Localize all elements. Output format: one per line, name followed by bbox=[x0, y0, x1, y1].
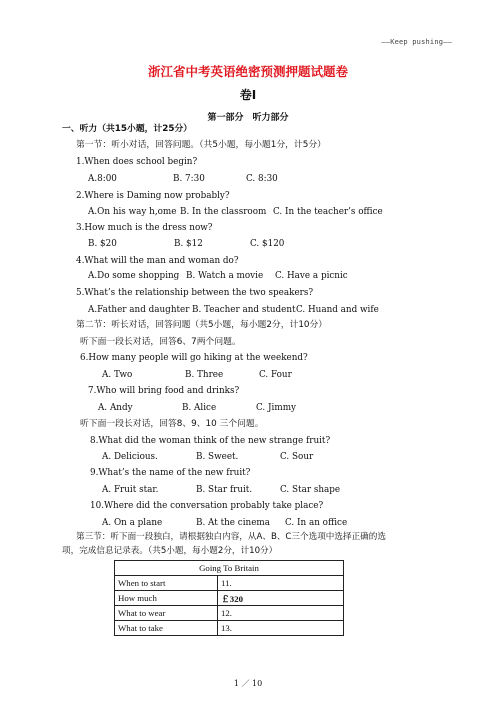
q8-option-c: C. Sour bbox=[280, 452, 314, 462]
question-8: 8.What did the woman think of the new strange fruit? bbox=[90, 436, 331, 446]
subsection-3-instructions-line1: 第三节：听下面一段独白，请根据独白内容，从A、B、C三个选项中选择正确的选 bbox=[76, 532, 386, 542]
q5-option-c: C. Huand and wife bbox=[296, 305, 379, 315]
q4-option-b: B. Watch a movie bbox=[186, 271, 264, 281]
table-cell-value: 13. bbox=[218, 621, 344, 636]
q3-option-b: B. $12 bbox=[174, 239, 203, 249]
question-9: 9.What’s the name of the new fruit? bbox=[90, 468, 251, 478]
q2-option-a: A.On his way h,ome bbox=[88, 207, 177, 217]
subsection-1-instructions: 第一节：听小对话，回答问题。（共5小题，每小题1分，计5分） bbox=[76, 140, 326, 150]
q4-option-c: C. Have a picnic bbox=[275, 271, 348, 281]
subsection-3-instructions-line2: 项，完成信息记录表。（共5小题，每小题2分，计10分） bbox=[62, 546, 278, 556]
q10-option-a: A. On a plane bbox=[102, 518, 163, 528]
table-row bbox=[115, 591, 344, 606]
q6-option-c: C. Four bbox=[259, 370, 292, 380]
subsection-2-intro-a: 听下面一段长对话，回答6、7两个问题。 bbox=[80, 337, 241, 347]
q9-option-c: C. Star shape bbox=[280, 485, 341, 495]
info-record-table bbox=[114, 560, 344, 636]
q1-option-a: A.8:00 bbox=[88, 174, 117, 184]
page-title: 浙江省中考英语绝密预测押题试题卷 bbox=[147, 64, 348, 79]
table-cell-value: 12. bbox=[218, 606, 344, 621]
table-cell-value: 11. bbox=[218, 576, 344, 591]
q8-option-b: B. Sweet. bbox=[196, 452, 239, 462]
q4-option-a: A.Do some shopping bbox=[88, 271, 180, 281]
question-10: 10.Where did the conversation probably take place? bbox=[90, 501, 324, 511]
table-heading: Going To Britain bbox=[115, 561, 344, 576]
table-cell-label: How much bbox=[115, 591, 218, 606]
table-row bbox=[115, 621, 344, 636]
q5-option-a: A.Father and daughter bbox=[88, 305, 190, 315]
section-title: 一、听力（共15小题，计25分） bbox=[62, 124, 193, 134]
table-row bbox=[115, 576, 344, 591]
q2-option-b: B. In the classroom bbox=[180, 207, 267, 217]
part-heading: 第一部分 听力部分 bbox=[207, 113, 289, 123]
question-6: 6.How many people will go hiking at the weekend? bbox=[80, 353, 308, 363]
subsection-2-intro-b: 听下面一段长对话，回答8、9、10 三个问题。 bbox=[80, 419, 264, 429]
table-cell-label: What to take bbox=[115, 621, 218, 636]
q3-option-c: C. $120 bbox=[250, 239, 285, 249]
table-cell-label: What to wear bbox=[115, 606, 218, 621]
table-cell-value: ￡320 bbox=[218, 591, 344, 606]
page-number: 1 ／ 10 bbox=[233, 679, 263, 688]
question-1: 1.When does school begin? bbox=[76, 157, 198, 167]
question-5: 5.What’s the relationship between the two speakers? bbox=[76, 288, 314, 298]
q10-option-b: B. At the cinema bbox=[196, 518, 270, 528]
q6-option-a: A. Two bbox=[102, 370, 133, 380]
volume-label: 卷I bbox=[239, 88, 257, 102]
table-heading-row bbox=[115, 561, 344, 576]
page-header-motto: ——Keep pushing—— bbox=[381, 38, 452, 46]
q2-option-c: C. In the teacher’s office bbox=[273, 207, 383, 217]
q1-option-b: B. 7:30 bbox=[173, 174, 205, 184]
q1-option-c: C. 8:30 bbox=[246, 174, 278, 184]
q9-option-b: B. Star fruit. bbox=[196, 485, 253, 495]
table-row bbox=[115, 606, 344, 621]
q9-option-a: A. Fruit star. bbox=[102, 485, 159, 495]
question-4: 4.What will the man and woman do? bbox=[76, 256, 239, 266]
subsection-2-instructions: 第二节：听长对话，回答问题（共5小题，每小题2分，计10分） bbox=[76, 320, 328, 330]
q6-option-b: B. Three bbox=[185, 370, 224, 380]
q7-option-b: B. Alice bbox=[182, 403, 217, 413]
question-2: 2.Where is Daming now probably? bbox=[76, 191, 230, 201]
q10-option-c: C. In an office bbox=[285, 518, 348, 528]
question-3: 3.How much is the dress now? bbox=[76, 223, 213, 233]
q7-option-c: C. Jimmy bbox=[256, 403, 297, 413]
table-cell-label: When to start bbox=[115, 576, 218, 591]
question-7: 7.Who will bring food and drinks? bbox=[88, 386, 240, 396]
q3-option-a: B. $20 bbox=[88, 239, 117, 249]
q7-option-a: A. Andy bbox=[98, 403, 133, 413]
q5-option-b: B. Teacher and student bbox=[192, 305, 296, 315]
q8-option-a: A. Delicious. bbox=[102, 452, 158, 462]
